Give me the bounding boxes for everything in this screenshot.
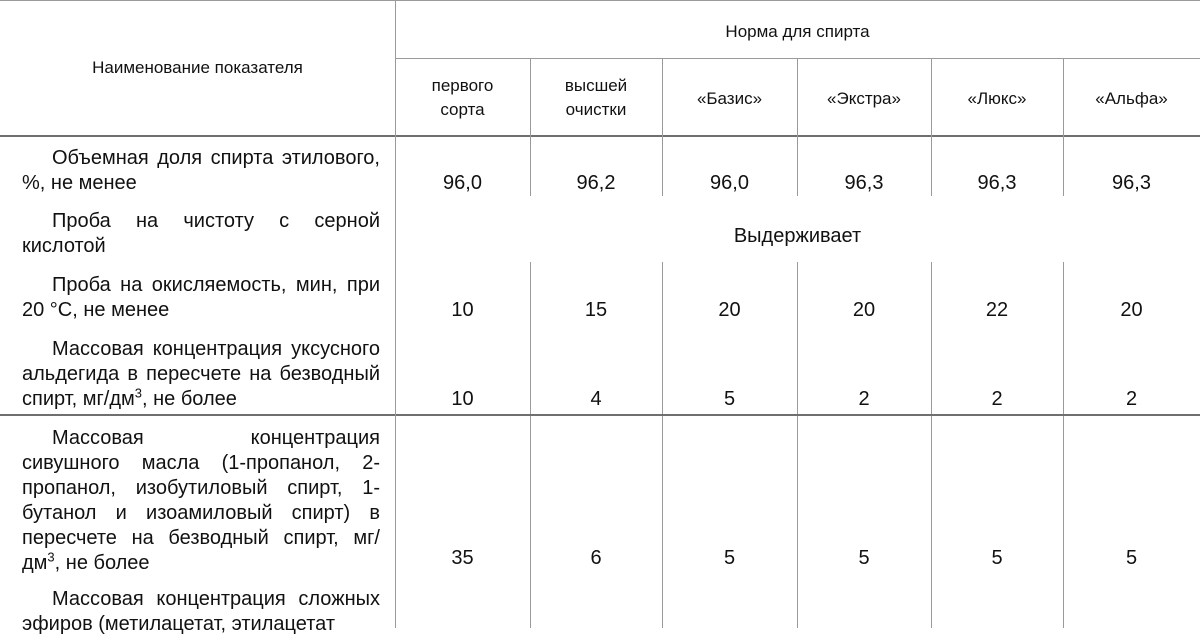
superscript: 3 (134, 385, 142, 401)
row-name-text: , не более (54, 552, 150, 574)
column-divider (662, 416, 663, 628)
table-cell: 5 (858, 547, 870, 569)
table-cell: 96,0 (443, 172, 482, 194)
column-header-highest-purity: высшей очистки (564, 76, 628, 119)
table-cell: 35 (451, 547, 474, 569)
table-cell: 2 (1125, 388, 1138, 410)
table-cell: 5 (991, 547, 1003, 569)
table-cell: 96,3 (844, 172, 884, 194)
span-value-passes: Выдерживает (733, 225, 862, 247)
column-header-first-grade: первого сорта (431, 76, 494, 119)
superscript: 3 (47, 549, 55, 565)
column-divider (797, 416, 798, 628)
table-cell: 2 (858, 388, 870, 410)
norm-group-header: Норма для спирта (725, 22, 870, 41)
table-cell: 6 (590, 547, 602, 569)
row-name-acetaldehyde (22, 337, 380, 412)
row-name-text: Массовая концентрация сивушного масла (1-пропанол, 2-пропанол, изобутиловый спирт, 1-бутанол и изоамиловый спирт) в пересчете на безводный спирт, мг/дм (22, 427, 380, 574)
row-name-text: , не более (142, 388, 237, 410)
row-name-esters: Массовая концентрация сложных эфиров (метилацетат, этилацетат (22, 588, 380, 635)
table-cell: 20 (852, 299, 876, 321)
column-divider (530, 416, 531, 628)
table-cell: 5 (1125, 547, 1138, 569)
header-bottom-border (0, 135, 1200, 137)
table-cell: 4 (590, 388, 602, 410)
table-cell: 5 (723, 388, 736, 410)
table-cell: 20 (1120, 299, 1143, 321)
column-header-ekstra: «Экстра» (827, 89, 901, 108)
table-cell: 10 (451, 388, 474, 410)
row-group-divider (0, 414, 1200, 416)
row-name-text: Массовая концентрация уксусного альдегида в пересчете на безводный спирт, мг/дм (22, 338, 380, 410)
column-header-alfa: «Альфа» (1095, 89, 1168, 108)
row-name-fusel-oil (22, 426, 380, 576)
row-name-oxidation-test: Проба на окисляемость, мин, при 20 °С, не менее (22, 274, 380, 321)
table-cell: 20 (718, 299, 741, 321)
top-border (0, 0, 1200, 1)
table-cell: 96,0 (710, 172, 749, 194)
table-cell: 96,3 (1112, 172, 1151, 194)
table-cell: 96,2 (576, 172, 616, 194)
column-header-lyuks: «Люкс» (967, 89, 1027, 108)
row-name-sulfuric-acid-test: Проба на чистоту с серной кислотой (22, 210, 380, 257)
table-cell: 10 (451, 299, 474, 321)
table-cell: 96,3 (977, 172, 1017, 194)
table-cell: 15 (584, 299, 608, 321)
column-header-bazis: «Базис» (696, 89, 763, 108)
indicator-column-header: Наименование показателя (92, 58, 303, 77)
table-cell: 5 (723, 547, 736, 569)
table-cell: 22 (985, 299, 1009, 321)
column-divider (1063, 416, 1064, 628)
row-name-ethyl-volume: Объемная доля спирта этилового, %, не менее (22, 147, 380, 194)
column-divider (931, 416, 932, 628)
table-cell: 2 (991, 388, 1003, 410)
